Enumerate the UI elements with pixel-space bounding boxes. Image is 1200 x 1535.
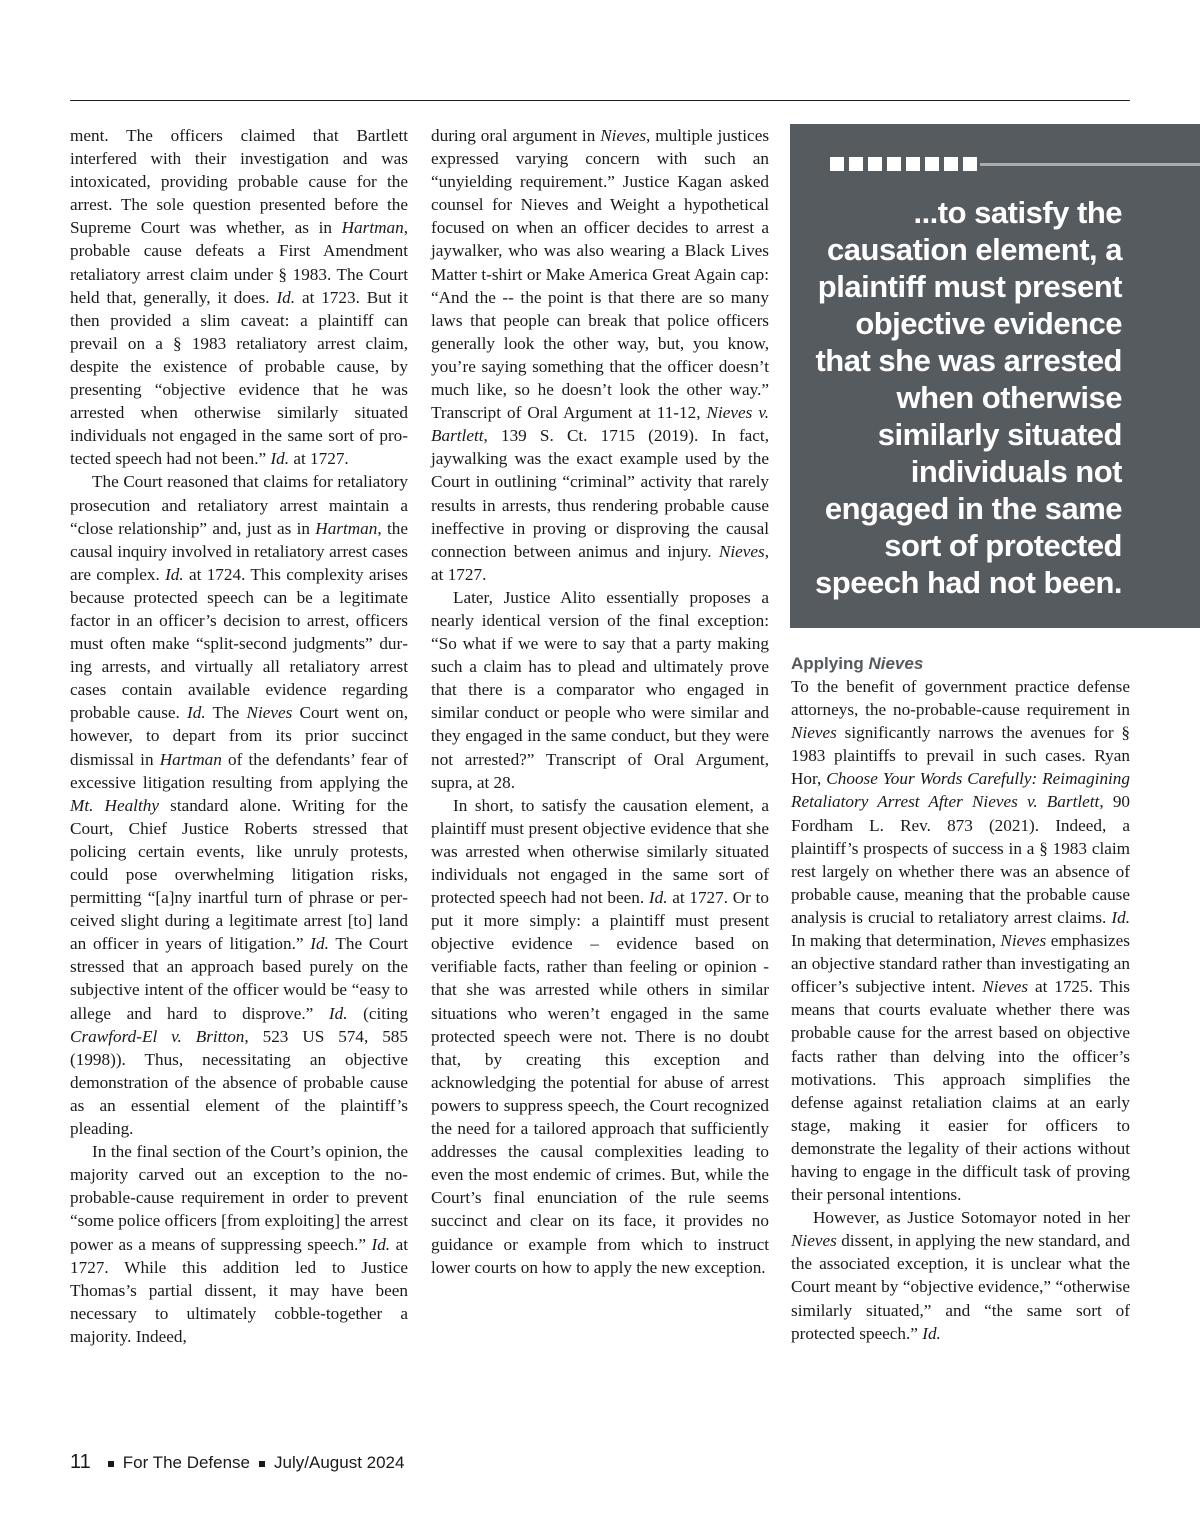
text-run: , 139 S. Ct. 1715 (2019). In fact, jaywalking was the exact example used by the Court in outlining “criminal” activity that rarely results in arrests, thus rendering probable cause ineffective in proving or disproving the causal connection between animus and injury. (431, 426, 769, 561)
paragraph (431, 794, 769, 1279)
text-run: The (205, 703, 247, 723)
square-icon (849, 157, 863, 171)
text-run: significantly narrows the avenues for § 1983 plaintiffs to prevail in such cases. Ryan Hor, (791, 723, 1130, 789)
text-run: However, as Justice Sotomayor noted in her (813, 1208, 1130, 1228)
text-run: Later, Justice Alito essentially proposes a nearly identical version of the final exception: “So what if we were to say that a party making such a claim has to plead and ultimately prove that there is a comparator who engaged in similar conduct or people who were similar and they engaged in the same conduct, but they were not arrested?” Transcript of Oral Argument, supra, at 28. (431, 587, 769, 792)
italic-run: Hartman (159, 749, 222, 769)
issue-date: July/August 2024 (274, 1453, 405, 1472)
italic-run: Choose Your Words Carefully: Reimagining Retaliatory Arrest After Nieves v. Bartlett (791, 769, 1130, 812)
text-run: , probable cause defeats a First Amendment retaliatory arrest claim under § 1983. The Court held that, generally, it does. (70, 218, 408, 307)
text-run: standard alone. Writing for the Court, Chief Justice Roberts stressed that policing certain events, like unruly protests, could pose overwhelming litigation risks, permitting “[a]ny inartful turn of phrase or perceived slight during a legitimate arrest [to] land an officer in years of litigation.” (70, 795, 408, 954)
text-run: ment. The officers claimed that Bartlett interfered with their investigation and was intoxicated, providing probable cause for the arrest. The sole question presented before the Supreme Court was whether, as in (70, 126, 408, 238)
top-rule (70, 100, 1130, 101)
text-run: emphasizes an objective standard rather than investigating an officer’s subjective intent. (791, 931, 1130, 997)
italic-run: Id. (165, 564, 184, 584)
square-icon (887, 157, 901, 171)
text-run: To the benefit of government practice defense attorneys, the no-probable-cause requirement in (791, 677, 1130, 720)
text-run: at 1723. But it then provided a slim caveat: a plaintiff can prevail on a § 1983 retaliatory arrest claim, despite the existence of probable cause, by presenting “objective evidence that he was arrested when otherwise similarly situated individuals not engaged in the same sort of protected speech had not been.” (70, 287, 408, 469)
italic-run: Id. (328, 1003, 348, 1023)
text-run: at 1727. While this addition led to Justice Thomas’s partial dissent, it may have been necessary to ultimately cobble-together a majority. Indeed, (70, 1234, 408, 1346)
pull-quote-text: ...to satisfy the causation element, a plaintiff must present objective evidence that she was arrested when otherwise similarly situated individuals not engaged in the same sort of protected speech had not been. (815, 195, 1122, 600)
italic-run: Id. (648, 888, 668, 908)
text-run: at 1727. Or to put it more simply: a plaintiff must present objective evidence – evidence based on verifiable facts, rather than feeling or opinion - that she was arrested while others in similar situations who weren’t engaged in the same protected speech were not. There is no doubt that, by creating this exception and acknowledging the potential for abuse of arrest powers to suppress speech, the Court recognized the need for a tailored approach that sufficiently addresses the causal complexities leading to even the most endemic of crimes. But, while the Court’s final enunciation of the rule seems succinct and clear on its face, it provides no guidance or example from which to instruct lower courts on how to apply the new exception. (431, 888, 769, 1277)
column-2 (431, 124, 769, 1279)
italic-run: Nieves v. Bartlett (431, 403, 769, 446)
square-icon (906, 157, 920, 171)
bullet-icon (108, 1461, 114, 1467)
square-icon (925, 157, 939, 171)
italic-run: Nieves (600, 126, 647, 145)
pull-quote-decoration (830, 157, 1200, 173)
text-run: The Court stressed that an approach based purely on the subjective intent of the officer would be “easy to allege and hard to disprove.” (70, 934, 408, 1023)
italic-run: Nieves (791, 1231, 837, 1251)
text-run: , 90 Fordham L. Rev. 873 (2021). Indeed, a plaintiff’s prospects of success in a § 1983 claim rest largely on whether there was an absence of probable cause, meaning that the probable cause analysis is crucial to retaliatory arrest claims. (791, 792, 1130, 927)
paragraph (791, 1206, 1130, 1345)
italic-run: Id. (1111, 907, 1130, 927)
italic-run: Nieves (246, 703, 293, 723)
paragraph (70, 470, 408, 1140)
italic-run: Nieves (1000, 931, 1047, 951)
pull-quote-rule (980, 163, 1200, 166)
text-run: at 1725. This means that courts evaluate whether there was probable cause for the arrest based on objective facts rather than delving into the officer’s motivations. This approach simplifies the defense against retaliation claims at an early stage, making it easier for officers to demonstrate the legality of their actions without having to engage in the difficult task of proving their personal intentions. (791, 977, 1130, 1205)
text-run: In the final section of the Court’s opinion, the majority carved out an exception to the no-probable-cause requirement in order to prevent “some police officers [from exploiting] the arrest power as a means of suppressing speech.” (70, 1142, 408, 1254)
italic-run: Crawford-El v. Britton (70, 1026, 245, 1046)
section-heading (791, 652, 1130, 675)
paragraph (70, 124, 408, 470)
publication-name: For The Defense (122, 1453, 251, 1472)
section-heading-case-name: Nieves (868, 654, 924, 673)
column-1 (70, 124, 408, 1348)
italic-run: Id. (922, 1323, 941, 1343)
text-run: at 1724. This complexity arises because protected speech can be a legitimate factor in an officer’s decision to arrest, officers must often make “split-second judgments” during arrests, and virtually all retaliatory arrest cases contain available evidence regarding probable cause. (70, 564, 408, 723)
paragraph (431, 124, 769, 586)
italic-run: Hartman (341, 218, 404, 238)
page-number: 11 (70, 1451, 91, 1473)
bullet-icon (259, 1461, 265, 1467)
italic-run: Id. (310, 934, 329, 954)
text-run: , the causal inquiry involved in retaliatory arrest cases are complex. (70, 518, 408, 584)
text-run: , at 1727. (431, 541, 769, 584)
text-run: , multiple justices expressed varying concern with such an “unyielding requirement.” Justice Kagan asked counsel for Nieves and Weight a hypothetical focused on when an officer decides to arrest a jaywalker, who was also wearing a Black Lives Matter t-shirt or Make America Great Again cap: “And the -- the point is that there are so many laws that people can break that police officers generally look the other way, but, you know, you’re saying something that the officer doesn’t much like, so he doesn’t look the other way.” Transcript of Oral Argument at 11-12, (431, 126, 770, 423)
italic-run: Id. (187, 703, 206, 723)
text-run: (citing (347, 1003, 409, 1023)
pull-quote (790, 124, 1200, 628)
italic-run: Mt. Healthy (70, 795, 159, 815)
text-run: during oral argument in (431, 126, 601, 145)
text-run: In short, to satisfy the causation element, a plaintiff must present objective evidence that she was arrested when otherwise similarly situated individuals not engaged in the same sort of protected speech had not been. (431, 795, 769, 908)
italic-run: Id. (276, 287, 296, 307)
italic-run: Id. (371, 1234, 391, 1254)
section-heading-prefix: Applying (791, 654, 869, 673)
square-icon (868, 157, 882, 171)
square-icon (944, 157, 958, 171)
italic-run: Hartman (315, 518, 378, 538)
text-run: In making that determination, (791, 931, 1001, 951)
text-run: at 1727. (289, 449, 349, 469)
square-icon (830, 157, 844, 171)
page-footer (70, 1451, 404, 1474)
text-run: of the defendants’ fear of excessive litigation resulting from applying the (70, 749, 408, 792)
text-run: Court went on, however, to depart from its prior succinct dismissal in (70, 703, 409, 769)
italic-run: Nieves (982, 977, 1029, 997)
column-3 (791, 652, 1130, 1345)
paragraph (431, 586, 769, 794)
italic-run: Nieves (791, 723, 837, 743)
paragraph (70, 1140, 408, 1348)
italic-run: Id. (270, 449, 290, 469)
text-run: , 523 US 574, 585 (1998)). Thus, necessitating an objective demonstration of the absence of probable cause as an essential element of the plaintiff’s pleading. (70, 1026, 408, 1139)
paragraph (791, 675, 1130, 1206)
italic-run: Nieves (718, 541, 765, 561)
text-run: dissent, in applying the new standard, and the associated exception, it is unclear what the Court meant by “objective evidence,” “otherwise similarly situated,” and “the same sort of protected speech.” (791, 1231, 1130, 1343)
square-icon (963, 157, 977, 171)
text-run: The Court reasoned that claims for retaliatory prosecution and retaliatory arrest maintain a “close relationship” and, just as in (70, 472, 408, 538)
